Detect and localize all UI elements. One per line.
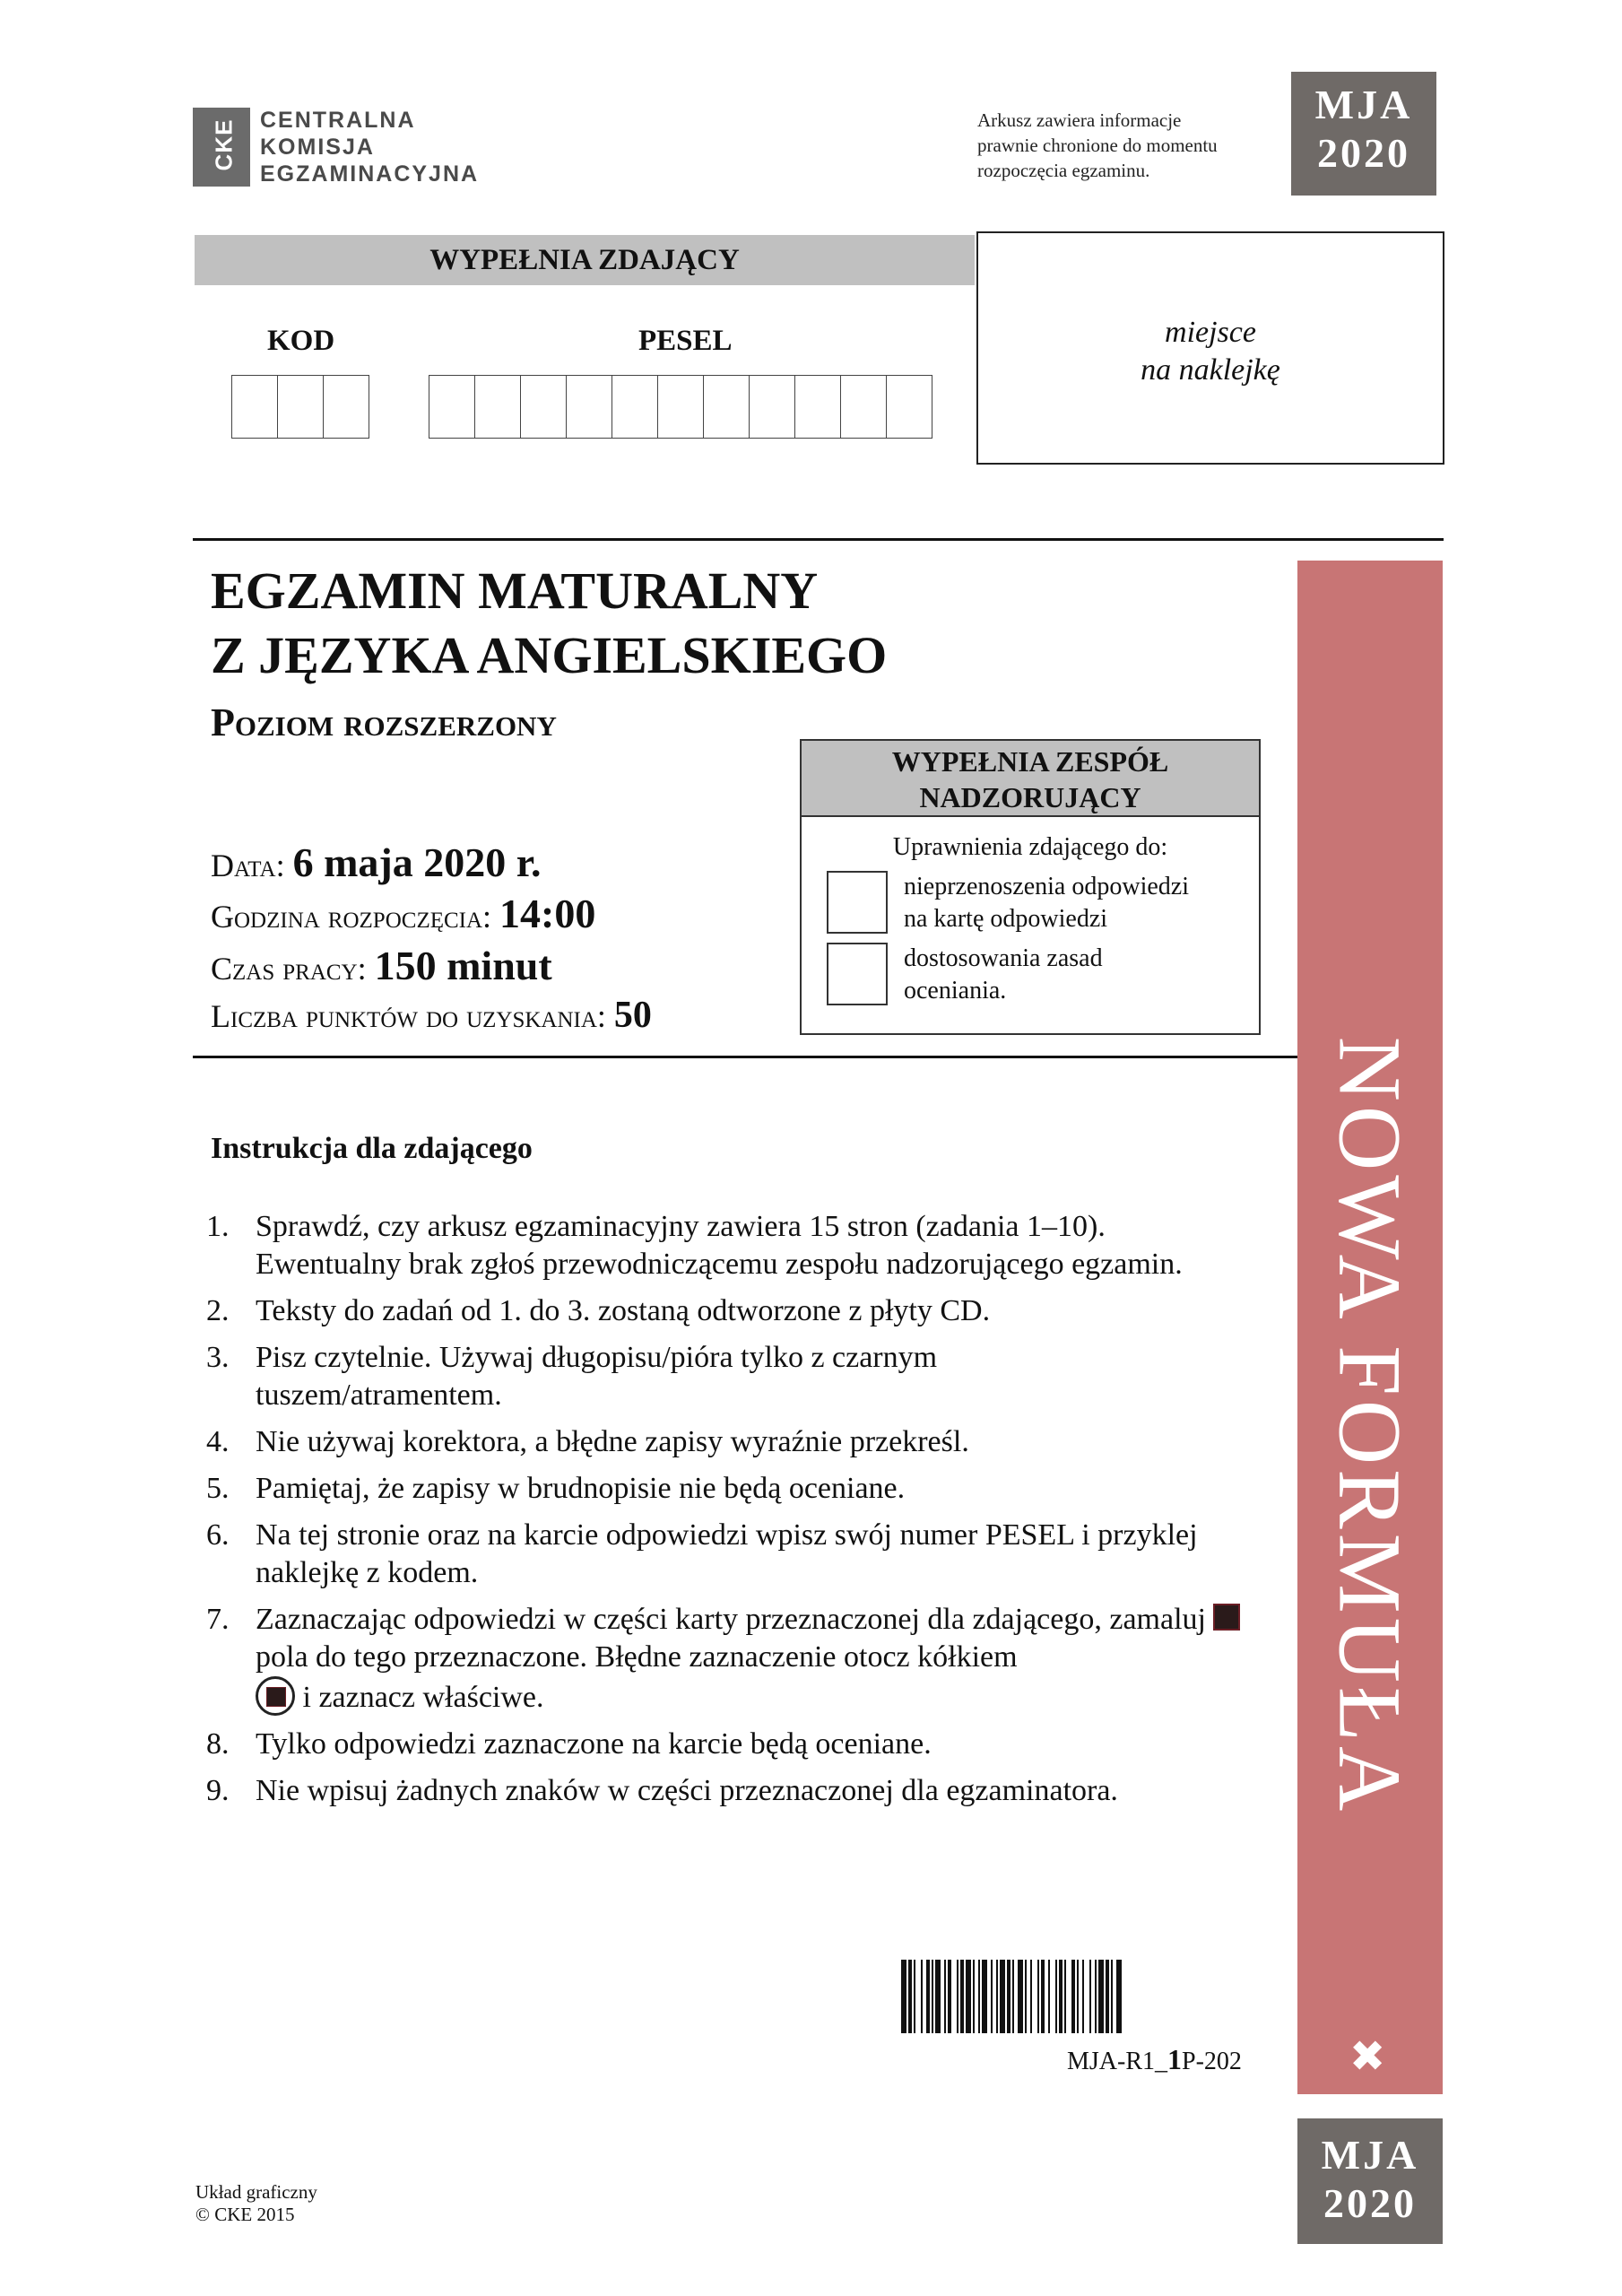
instruction-item: 5. Pamiętaj, że zapisy w brudnopisie nie będą oceniane. — [206, 1472, 906, 1505]
instruction-item: 9. Nie wpisuj żadnych znaków w części przeznaczonej dla egzaminatora. — [206, 1774, 1118, 1807]
footer-credits: Układ graficzny © CKE 2015 — [195, 2181, 317, 2225]
barcode-code: MJA-R1_1P-202 — [1067, 2043, 1242, 2075]
new-formula-text: NOWA FORMUŁA — [1320, 1036, 1420, 1816]
instruction-item: 8. Tylko odpowiedzi zaznaczone na karcie będą oceniane. — [206, 1727, 932, 1761]
filled-square-icon — [1213, 1604, 1240, 1631]
checkbox-no-transfer[interactable] — [827, 871, 888, 934]
pesel-input[interactable] — [429, 375, 932, 439]
exam-duration: Czas pracy: 150 minut — [211, 943, 552, 988]
logo-line-3: EGZAMINACYJNA — [260, 161, 480, 187]
instruction-item: 3. Pisz czytelnie. Używaj długopisu/pióra tylko z czarnym tuszem/atramentem. — [206, 1341, 938, 1412]
instructions-list — [206, 1208, 1282, 1819]
exam-title: EGZAMIN MATURALNY — [211, 561, 819, 620]
option-no-transfer-label: nieprzenoszenia odpowiedzi na kartę odpowiedzi — [904, 873, 1189, 933]
exam-points: Liczba punktów do uzyskania: 50 — [211, 995, 652, 1036]
exam-date: Data: 6 maja 2020 r. — [211, 839, 542, 885]
checkbox-adjusted-grading[interactable] — [827, 943, 888, 1005]
cke-logo — [193, 108, 551, 193]
instruction-item: 4. Nie używaj korektora, a błędne zapisy wyraźnie przekreśl. — [206, 1425, 969, 1458]
instructions-title: Instrukcja dla zdającego — [211, 1132, 533, 1165]
supervisor-subtitle: Uprawnienia zdającego do: — [892, 833, 1168, 861]
supervisor-box — [800, 739, 1261, 1035]
exam-subject: Z JĘZYKA ANGIELSKIEGO — [211, 626, 888, 684]
top-divider — [193, 538, 1444, 541]
middle-divider — [193, 1056, 1297, 1058]
instruction-item: 2. Teksty do zadań od 1. do 3. zostaną odtworzone z płyty CD. — [206, 1294, 991, 1327]
instruction-item: 6. Na tej stronie oraz na karcie odpowiedzi wpisz swój numer PESEL i przyklej naklejkę z kodem. — [206, 1518, 1198, 1589]
circled-square-icon — [256, 1676, 295, 1716]
cross-icon: ✖ — [1349, 2031, 1386, 2082]
instruction-item: 1. Sprawdź, czy arkusz egzaminacyjny zawiera 15 stron (zadania 1–10). Ewentualny brak zgłoś przewodniczącemu zespołu nadzorującego egzamin. — [206, 1210, 1183, 1281]
new-formula-band — [1297, 561, 1443, 2094]
exam-start-time: Godzina rozpoczęcia: 14:00 — [211, 891, 596, 936]
candidate-fill-header: WYPEŁNIA ZDAJĄCY — [195, 235, 975, 285]
instruction-item: 7. Zaznaczając odpowiedzi w części karty przeznaczonej dla zdającego, zamaluj pola do tego przeznaczone. Błędne zaznaczenie otocz kółkiem i zaznacz właściwe. — [206, 1601, 1282, 1717]
protection-notice: Arkusz zawiera informacje prawnie chronione do momentu rozpoczęcia egzaminu. — [977, 109, 1218, 181]
option-adjusted-grading-label: dostosowania zasad oceniania. — [904, 944, 1103, 1004]
cke-logo-mark: CKE — [193, 108, 250, 187]
sticker-area: miejsce na naklejkę — [976, 231, 1444, 465]
logo-line-2: KOMISJA — [260, 135, 375, 160]
pesel-label: PESEL — [638, 325, 733, 357]
barcode — [901, 1960, 1260, 2033]
exam-level: Poziom rozszerzony — [211, 700, 557, 744]
exam-code-bottom: MJA 2020 — [1297, 2118, 1443, 2244]
kod-label: KOD — [267, 325, 335, 357]
exam-code-top: MJA 2020 — [1291, 72, 1436, 196]
logo-line-1: CENTRALNA — [260, 108, 416, 133]
kod-input[interactable] — [231, 375, 369, 439]
supervisor-header: WYPEŁNIA ZESPÓŁ NADZORUJĄCY — [802, 741, 1259, 817]
